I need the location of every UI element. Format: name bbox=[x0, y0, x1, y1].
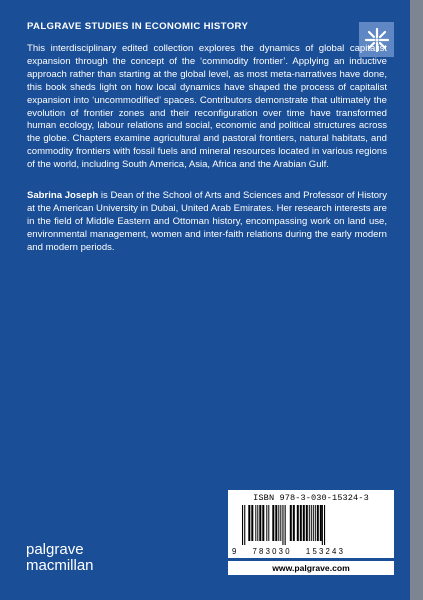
barcode-bar bbox=[311, 505, 312, 541]
barcode-lead-digit: 9 bbox=[232, 547, 237, 556]
barcode-bar bbox=[309, 505, 310, 541]
barcode-bar bbox=[282, 505, 283, 545]
barcode-bar bbox=[317, 505, 319, 541]
barcode-bar bbox=[244, 505, 245, 545]
barcode-bar bbox=[242, 505, 243, 545]
barcode-digits bbox=[232, 547, 392, 556]
barcode-group-right: 153243 bbox=[305, 547, 346, 556]
barcode-group-left: 783030 bbox=[252, 547, 292, 556]
barcode-icon bbox=[240, 505, 382, 545]
publisher-name-line1: palgrave bbox=[26, 541, 84, 558]
barcode-bar bbox=[313, 505, 314, 541]
barcode-bar bbox=[248, 505, 250, 541]
barcode-bar bbox=[255, 505, 256, 541]
barcode-bar bbox=[268, 505, 269, 541]
editor-bio bbox=[27, 190, 387, 255]
barcode-bar bbox=[285, 505, 286, 545]
barcode-bar bbox=[280, 505, 281, 541]
barcode-bar bbox=[322, 505, 323, 545]
barcode-bar bbox=[324, 505, 325, 545]
barcode-bar bbox=[300, 505, 302, 541]
editor-bio-text: is Dean of the School of Arts and Sciences and Professor of History at the American University in Dubai, United Arab Emirates. Her research interests are in the field of Middle Eastern and Ottoman history, encompassing work on land use, environmental management, women and inter-faith relations during the early modern and modern periods. bbox=[27, 190, 387, 253]
barcode-bar bbox=[266, 505, 267, 541]
barcode-bar bbox=[262, 505, 264, 541]
book-description: This interdisciplinary edited collection explores the dynamics of global capitalist expansion through the concept of the ‘commodity frontier’. Applying an inductive approach rather than starting at the global level, as most meta-narratives have done, this book sheds light on how local dynamics have shaped the process of capitalist expansion into ‘uncommodified’ spaces. Contributors demonstrate that ultimately the evolution of frontier zones and their reconfiguration over time have transformed human ecology, labour relations and social, economic and political structures across the globe. Chapters examine agricultural and pastoral frontiers, natural habitats, and commodity frontiers with fossil fuels and mineral resources located in various regions of the world, including South America, Asia, Africa and the Arabian Gulf. bbox=[27, 43, 387, 171]
spine-edge bbox=[410, 0, 423, 600]
isbn-label: ISBN 978-3-030-15324-3 bbox=[253, 493, 369, 503]
series-title: PALGRAVE STUDIES IN ECONOMIC HISTORY bbox=[27, 21, 249, 32]
barcode-bar bbox=[320, 505, 322, 541]
editor-name: Sabrina Joseph bbox=[27, 190, 99, 201]
barcode-bar bbox=[275, 505, 277, 541]
barcode-bar bbox=[272, 505, 274, 541]
barcode-bar bbox=[297, 505, 299, 541]
barcode-bar bbox=[257, 505, 258, 541]
publisher-name-line2: macmillan bbox=[26, 557, 94, 574]
barcode-bar bbox=[290, 505, 292, 541]
publisher-website: www.palgrave.com bbox=[228, 561, 394, 575]
barcode-bar bbox=[278, 505, 279, 541]
barcode-bar bbox=[315, 505, 316, 541]
barcode-box bbox=[228, 490, 394, 558]
barcode-bar bbox=[306, 505, 308, 541]
barcode-bar bbox=[303, 505, 305, 541]
barcode-bar bbox=[259, 505, 261, 541]
barcode-bar bbox=[293, 505, 295, 541]
barcode-bar bbox=[251, 505, 253, 541]
